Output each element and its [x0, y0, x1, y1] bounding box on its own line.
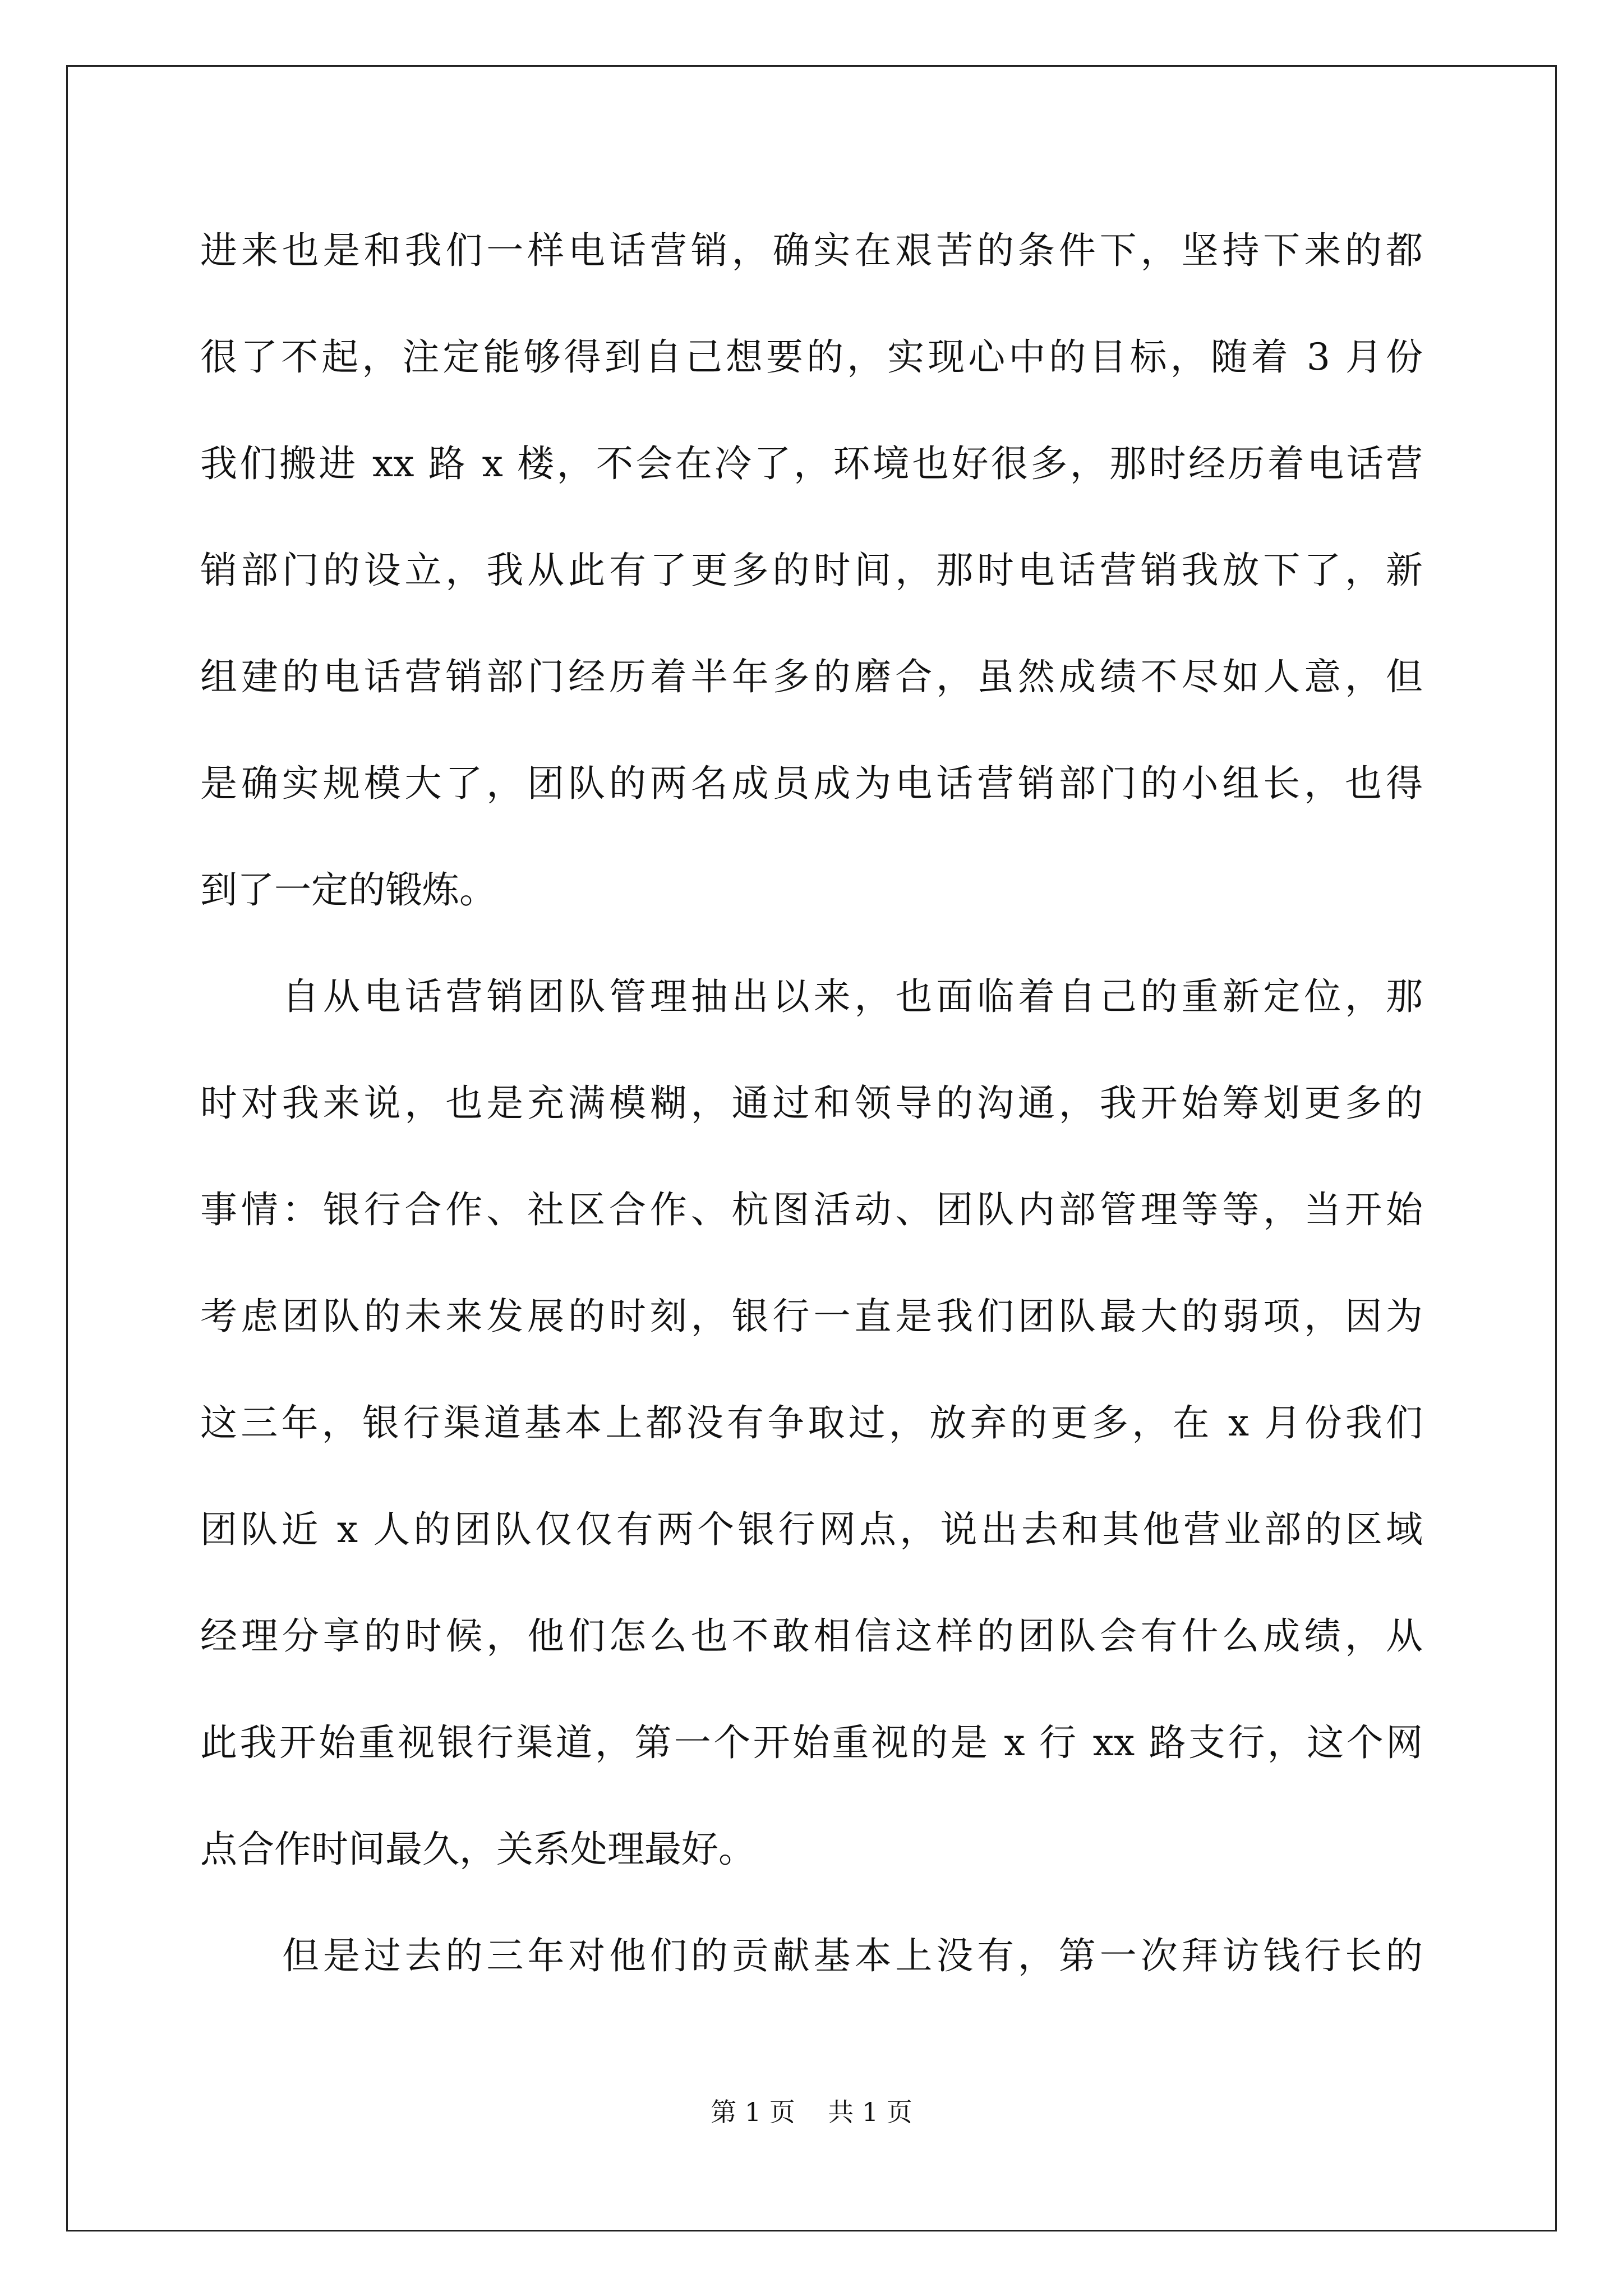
text-line: 销部门的设立，我从此有了更多的时间，那时电话营销我放下了，新 [200, 549, 1423, 592]
text-line: 考虑团队的未来发展的时刻，银行一直是我们团队最大的弱项，因为 [200, 1295, 1423, 1338]
text-line: 时对我来说，也是充满模糊，通过和领导的沟通，我开始筹划更多的 [200, 1082, 1423, 1125]
text-line: 这三年，银行渠道基本上都没有争取过，放弃的更多，在 x 月份我们 [200, 1401, 1423, 1444]
text-line: 经理分享的时候，他们怎么也不敢相信这样的团队会有什么成绩，从 [200, 1614, 1423, 1658]
paragraph-first-line: 自从电话营销团队管理抽出以来，也面临着自己的重新定位，那 [282, 975, 1423, 1018]
text-line: 组建的电话营销部门经历着半年多的磨合，虽然成绩不尽如人意，但 [200, 655, 1423, 698]
paragraph-first-line: 但是过去的三年对他们的贡献基本上没有，第一次拜访钱行长的 [282, 1934, 1423, 1977]
text-line: 此我开始重视银行渠道，第一个开始重视的是 x 行 xx 路支行，这个网 [200, 1721, 1423, 1764]
page-border [66, 65, 1557, 2231]
paragraph-end-line: 点合作时间最久，关系处理最好。 [200, 1828, 755, 1871]
paragraph-end-line: 到了一定的锻炼。 [200, 868, 496, 912]
page-footer: 第 1 页 共 1 页 [711, 2097, 912, 2127]
text-line: 团队近 x 人的团队仅仅有两个银行网点，说出去和其他营业部的区域 [200, 1508, 1423, 1551]
text-line: 是确实规模大了，团队的两名成员成为电话营销部门的小组长，也得 [200, 762, 1423, 805]
text-line: 事情：银行合作、社区合作、杭图活动、团队内部管理等等，当开始 [200, 1188, 1423, 1231]
text-line: 很了不起，注定能够得到自己想要的，实现心中的目标，随着 3 月份 [200, 335, 1423, 379]
text-line: 进来也是和我们一样电话营销，确实在艰苦的条件下，坚持下来的都 [200, 229, 1423, 272]
text-line: 我们搬进 xx 路 x 楼，不会在冷了，环境也好很多，那时经历着电话营 [200, 442, 1423, 485]
